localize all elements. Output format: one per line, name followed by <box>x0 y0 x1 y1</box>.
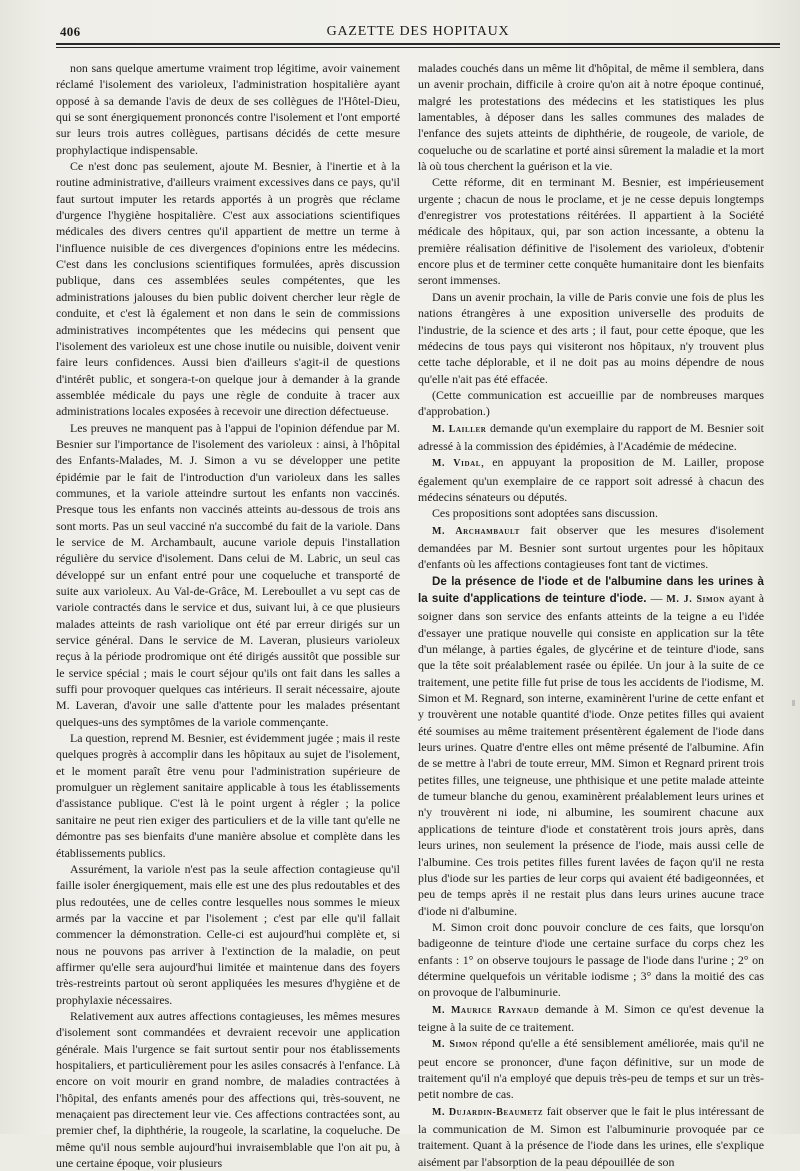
page-edge-mark <box>792 700 795 706</box>
paragraph <box>418 505 764 521</box>
paragraph <box>418 1035 764 1102</box>
paragraph-text: demande qu'un exemplaire du rapport de M. Besnier soit adressé à la commission des épidémies, à l'Académie de médecine. <box>418 420 764 453</box>
paragraph-text: M. Simon croit donc pouvoir conclure de ces faits, que lorsqu'on badigeonne de teinture d'iode une certaine surface du corps chez les enfants : 1° on observe toujours le passage de l'iode dans l'urine ; 2° on détermine quelquefois un véritable iodisme ; 3° dans la moitié des cas on provoque de l'albuminurie. <box>418 919 764 1000</box>
paragraph <box>56 730 400 861</box>
paragraph <box>56 861 400 1008</box>
paragraph <box>418 60 764 174</box>
paragraph-text: La question, reprend M. Besnier, est évidemment jugée ; mais il reste quelques progrès à accomplir dans les hôpitaux au sujet de l'isolement, et le moment paraît être venu pour l'administration supérieure de promulguer un règlement sanitaire applicable à tous les établissements d'assistance publique. C'est là le point urgent à régler ; la police sanitaire ne peut rien exiger des particuliers et de la ville tant qu'elle ne démontre pas ses bienfaits d'une manière absolue et complète dans les établissements publics. <box>56 731 400 860</box>
paragraph-text: demande à M. Simon ce qu'est devenue la teigne à la suite de ce traitement. <box>418 1001 764 1034</box>
header-rule-thin <box>56 47 780 48</box>
speaker-name: M. J. Simon <box>666 594 725 605</box>
speaker-name: M. Lailler <box>432 423 487 435</box>
paragraph-text: (Cette communication est accueillie par de nombreuses marques d'approbation.) <box>418 387 764 419</box>
paragraph <box>418 454 764 505</box>
speaker-name: M. Dujardin-Beaumetz <box>432 1106 544 1118</box>
section-heading: De la présence de l'iode et de l'albumine dans les urines à la suite d'applications de teinture d'iode. <box>418 574 764 605</box>
paragraph-text: Relativement aux autres affections contagieuses, les mêmes mesures d'isolement sont commandées et devraient recevoir une application générale. Mais l'urgence se fait surtout sentir pour nos établissements hospitaliers, et particulièrement pour les asiles consacrés à l'enfance. Là encore on voit mourir en grand nombre, de maladies contractées à l'hôpital, des enfants amenés pour des affections qui, très-souvent, ne menaçaient pas directement leur vie. Ces affections contractées sont, au premier chef, la diphthérie, la rougeole, la scarlatine, la coqueluche. De même qu'il nous semble aujourd'hui invraisemblable que l'on ait pu, à une certaine époque, voir plusieurs <box>56 1008 400 1171</box>
paragraph-text: fait observer que le fait le plus intéressant de la communication de M. Simon est l'albuminurie provoquée par ce traitement. Quant à la présence de l'iode dans les urines, elle s'explique aisément par l'absorption de la peau dépouillée de son <box>418 1103 764 1169</box>
paragraph <box>56 60 400 158</box>
paragraph-text: Assurément, la variole n'est pas la seule affection contagieuse qu'il faille isoler énergiquement, mais elle est une des plus redoutables et des plus redoutées, une de celles contre lesquelles nous sommes le mieux armés par la vaccine et par l'isolement ; c'est par elle qu'il fallait commencer la démonstration. Celle-ci est aujourd'hui complète et, si nous ne pouvons pas arriver à l'extinction de la maladie, on peut affirmer qu'elle sera aujourd'hui limitée et maintenue dans des foyers très-restreints partout où seront appliquées les mesures d'hygiène et de prophylaxie nécessaires. <box>56 861 400 1007</box>
paragraph-text: Cette réforme, dit en terminant M. Besnier, est impérieusement urgente ; chacun de nous le proclame, et je ne cesse depuis longtemps d'enregistrer vos protestations réitérées. Il appartient à la Société médicale des hôpitaux, qui, par son action incessante, a obtenu la première réalisation définitive de l'isolement des varioleux, d'obtenir encore plus et de terminer cette conquête humanitaire dont les bienfaits seront immenses. <box>418 175 764 288</box>
paragraph-text: Dans un avenir prochain, la ville de Paris convie une fois de plus les nations étrangères à une exposition universelle des produits de l'industrie, de la science et des arts ; il faut, pour cette époque, que les médecins de tous pays qui visiteront nos hôpitaux, n'y trouvent plus cette tache déplorable, et il ne doit pas au moins dépendre de nous qu'elle n'ait pas été effacée. <box>418 289 764 386</box>
speaker-name: M. Archambault <box>432 525 520 537</box>
paragraph-text: malades couchés dans un même lit d'hôpital, de même il semblera, dans un avenir prochain, difficile à croire qu'on ait à notre époque continué, malgré les protestations des médecins et les statistiques les plus lamentables, à déposer dans les salles communes des malades de l'enfance des sujets atteints de diphthérie, de rougeole, de variole, de coqueluche ou de scarlatine et porté ainsi sûrement la maladie et la mort là où tous cherchent la guérison et la vie. <box>418 61 764 174</box>
paragraph-text: ayant à soigner dans son service des enfants atteints de la teigne a eu l'idée d'essayer une pratique nouvelle qui consiste en application sur la tête d'un mélange, à parties égales, de glycérine et de teinture d'iode, sans que la tête soit préalablement rasée ou épilée. Un jour à la suite de ce traitement, une petite fille fut prise de tous les accidents de l'iodisme, M. Simon et M. Regnard, son interne, examinèrent l'urine de cette enfant et y trouvèrent une notable quantité d'iode. Onze petites filles qui avaient été soumises au même traitement présentèrent également de l'iode dans leurs urines. Quatre d'entre elles ont même présenté de l'albumine. Afin de se mettre à l'abri de toute erreur, MM. Simon et Regnard prirent trois petites filles, une teigneuse, une phthisique et une petite malade atteinte de tumeur blanche du genou, examinèrent préalablement leurs urines et n'y trouvèrent ni iode, ni albumine, les soumirent chacune aux applications de teinture d'iode et constatèrent trois jours après, dans leurs urines, non seulement la présence de l'iode, mais aussi celle de l'albumine. Ces trois petites filles furent lavées de façon qu'il ne resta plus d'iode sur les parties de leur corps qui avaient été badigeonnées, et peu de temps après il ne restait plus dans leurs urines aucune trace d'iode ni d'albumine. <box>418 591 764 918</box>
header-rule-thick <box>56 43 780 45</box>
paragraph-text: Ce n'est donc pas seulement, ajoute M. Besnier, à l'inertie et à la routine administrative, d'ailleurs vraiment excessives dans ce pays, qu'il faut surtout imputer les retards apportés à un progrès que réclame d'urgence l'hygiène hospitalière. C'est aux associations scientifiques médicales des divers centres qu'il appartient de mettre un terme à l'influence nuisible de ces divergences d'opinions entre les médecins. C'est dans les conclusions scientifiques formulées, après discussion publique, dans ces assemblées seules compétentes, que les administrations jalouses du bien public doivent chercher leur règle de conduite, et c'est là également et non dans le sein de commissions administratives incompétentes que les médecins qui pensent que l'isolement des varioleux est une chose inutile ou nuisible, doivent venir faire leurs confidences. Aussi bien d'ailleurs s'agit-il de questions d'intérêt public, et songera-t-on quelque jour à demander à la grande assemblée médicale du pays une règle de conduite à tracer aux administrations locales exposées à recevoir une direction défectueuse. <box>56 159 400 419</box>
speaker-name: M. Simon <box>432 1039 478 1051</box>
paragraph <box>418 522 764 573</box>
speaker-name: M. Maurice Raynaud <box>432 1004 540 1016</box>
paragraph <box>418 1103 764 1170</box>
paragraph: De la présence de l'iode et de l'albumine dans les urines à la suite d'applications de teinture d'iode. — M. J. Simon ayant à soigner dans son service des enfants atteints de la teigne a eu l'idée d'essayer une pratique nouvelle qui consiste en application sur la tête d'un mélange, à parties égales, de glycérine et de teinture d'iode, sans que la tête soit préalablement rasée ou épilée. Un jour à la suite de ce traitement, une petite fille fut prise de tous les accidents de l'iodisme, M. Simon et M. Regnard, son interne, examinèrent l'urine de cette enfant et y trouvèrent une notable quantité d'iode. Onze petites filles qui avaient été soumises au même traitement présentèrent également de l'iode dans leurs urines. Quatre d'entre elles ont même présenté de l'albumine. Afin de se mettre à l'abri de toute erreur, MM. Simon et Regnard prirent trois petites filles, une teigneuse, une phthisique et une petite malade atteinte de tumeur blanche du genou, examinèrent préalablement leurs urines et n'y trouvèrent ni iode, ni albumine, les soumirent chacune aux applications de teinture d'iode et constatèrent trois jours après, dans leurs urines, non seulement la présence de l'iode, mais aussi celle de l'albumine. Ces trois petites filles furent lavées de façon qu'il ne resta plus d'iode sur les parties de leur corps qui avaient été badigeonnées, et peu de temps après il ne restait plus dans leurs urines aucune trace d'iode ni d'albumine. <box>418 574 764 918</box>
paragraph-text: répond qu'elle a été sensiblement améliorée, mais qu'il ne peut encore se prononcer, d'une façon définitive, sur un mode de traitement qu'il n'a employé que depuis très-peu de temps et sur un très-petit nombre de cas. <box>418 1036 764 1102</box>
paragraph-text: Ces propositions sont adoptées sans discussion. <box>432 506 658 521</box>
page-header <box>56 18 780 40</box>
paragraph <box>418 289 764 387</box>
paragraph-text: Les preuves ne manquent pas à l'appui de l'opinion défendue par M. Besnier sur l'importance de l'isolement des varioleux : ainsi, à l'hôpital des Enfants-Malades, M. J. Simon a vu se développer une petite épidémie par le fait de l'introduction d'un varioleux dans les salles communes, et la variole atteindre surtout les enfants non vaccinés. Presque tous les enfants non vaccinés atteints au-dessous de trois ans sont morts. Pas un seul vacciné n'a succombé du fait de la variole. Dans le service de M. Archambault, aucune variole depuis l'installation régulière du service d'isolement. Dans celui de M. Labric, un seul cas développé sur un enfant entré pour une coqueluche et transporté de suite aux varioleux. Au Val-de-Grâce, M. Lereboullet a vu sept cas de variole contractés dans le service et dus, suivant lui, à ce que plusieurs malades atteints de rash variolique ont été par erreur dirigés sur un service général. Dans le service de M. Laveran, plusieurs varioleux reçus à la période prodromique ont été dirigés aussitôt que possible sur le service spécial ; mais le court séjour qu'ils ont fait dans les salles a suffi pour provoquer quelques cas intérieurs. Il serait nécessaire, ajoute M. Laveran, d'avoir une salle d'attente pour les malades présentant quelques-uns des symptômes de la variole commençante. <box>56 420 400 729</box>
paragraph <box>418 420 764 455</box>
speaker-name: M. Vidal <box>432 458 482 470</box>
right-column <box>418 60 765 1169</box>
paragraph <box>56 420 400 731</box>
paragraph <box>418 919 764 1001</box>
paragraph <box>418 1001 764 1036</box>
journal-title: GAZETTE DES HOPITAUX <box>326 24 510 39</box>
paragraph <box>56 158 400 420</box>
paragraph <box>56 1008 400 1171</box>
paragraph <box>418 387 764 420</box>
left-column <box>56 60 400 1171</box>
paragraph-text: , en appuyant la proposition de M. Lailler, propose également qu'un exemplaire de ce rapport soit adressé à chacun des médecins sénateurs ou députés. <box>418 455 764 504</box>
page-number: 406 <box>60 24 81 39</box>
paragraph-text: non sans quelque amertume vraiment trop légitime, avoir vainement réclamé l'isolement des varioleux, l'administration hospitalière ayant opposé à sa demande l'avis de deux de ses collègues de l'Hôtel-Dieu, qui se sont énergiquement prononcés contre l'isolement et l'ont emporté sur leurs trois autres collègues, partisans décidés de cette mesure prophylactique indispensable. <box>56 61 400 157</box>
paragraph-text: fait observer que les mesures d'isolement demandées par M. Besnier sont surtout urgentes pour les hôpitaux d'enfants où les affections contagieuses font tant de victimes. <box>418 522 765 572</box>
paragraph <box>418 174 764 288</box>
